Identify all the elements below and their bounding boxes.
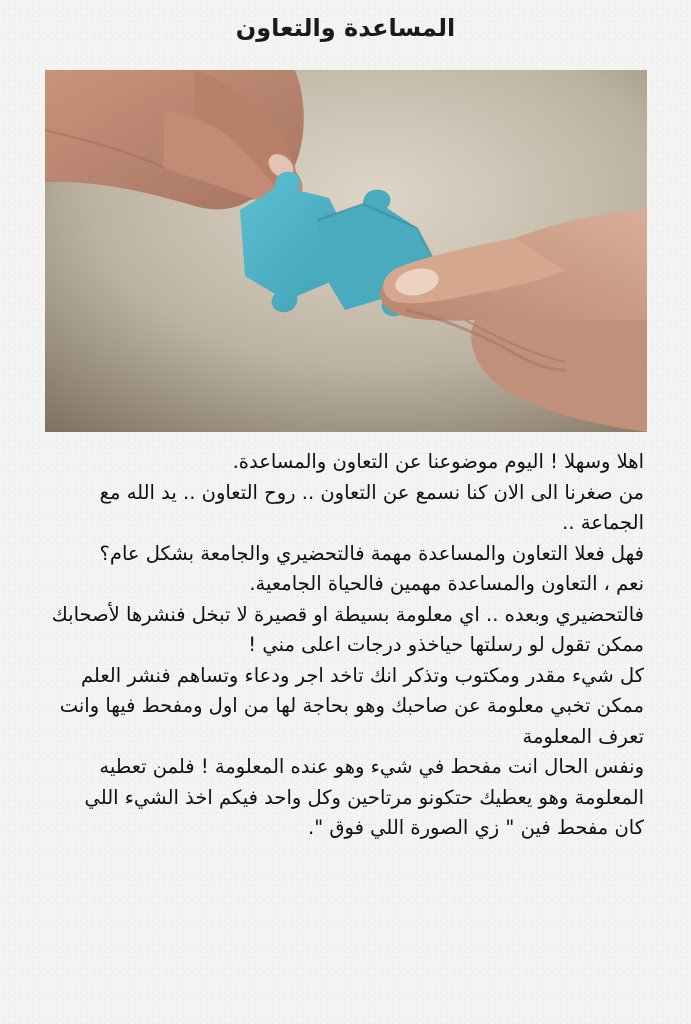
- paragraph: من صغرنا الى الان كنا نسمع عن التعاون .. روح التعاون .. يد الله مع الجماعة ..: [99, 480, 644, 534]
- paragraph: ونفس الحال انت مفحط في شيء وهو عنده المعلومة ! فلمن تعطيه المعلومة وهو يعطيك حتكونو مرتاحين وكل واحد فيكم اخذ الشيء اللي كان مفحط فين " زي الصورة اللي فوق ".: [84, 755, 644, 839]
- article-image: [45, 70, 647, 432]
- puzzle-hands-illustration: [45, 70, 647, 432]
- paragraph: فالتحضيري وبعده .. اي معلومة بسيطة او قصيرة لا تبخل فنشرها لأصحابك: [51, 602, 644, 626]
- paragraph: فهل فعلا التعاون والمساعدة مهمة فالتحضيري والجامعة بشكل عام؟: [99, 541, 644, 565]
- paragraph: كل شيء مقدر ومكتوب وتذكر انك تاخد اجر ودعاء وتساهم فنشر العلم: [80, 663, 644, 687]
- paragraph: اهلا وسهلا ! اليوم موضوعنا عن التعاون والمساعدة.: [232, 450, 644, 473]
- paragraph: نعم ، التعاون والمساعدة مهمين فالحياة الجامعية.: [249, 572, 644, 595]
- paragraph: ممكن تقول لو رسلتها حياخذو درجات اعلى مني !: [248, 633, 644, 656]
- article-body: [50, 447, 644, 844]
- page-title: المساعدة والتعاون: [235, 14, 456, 42]
- paragraph: ممكن تخبي معلومة عن صاحبك وهو بحاجة لها من اول ومفحط فيها وانت تعرف المعلومة: [59, 694, 644, 748]
